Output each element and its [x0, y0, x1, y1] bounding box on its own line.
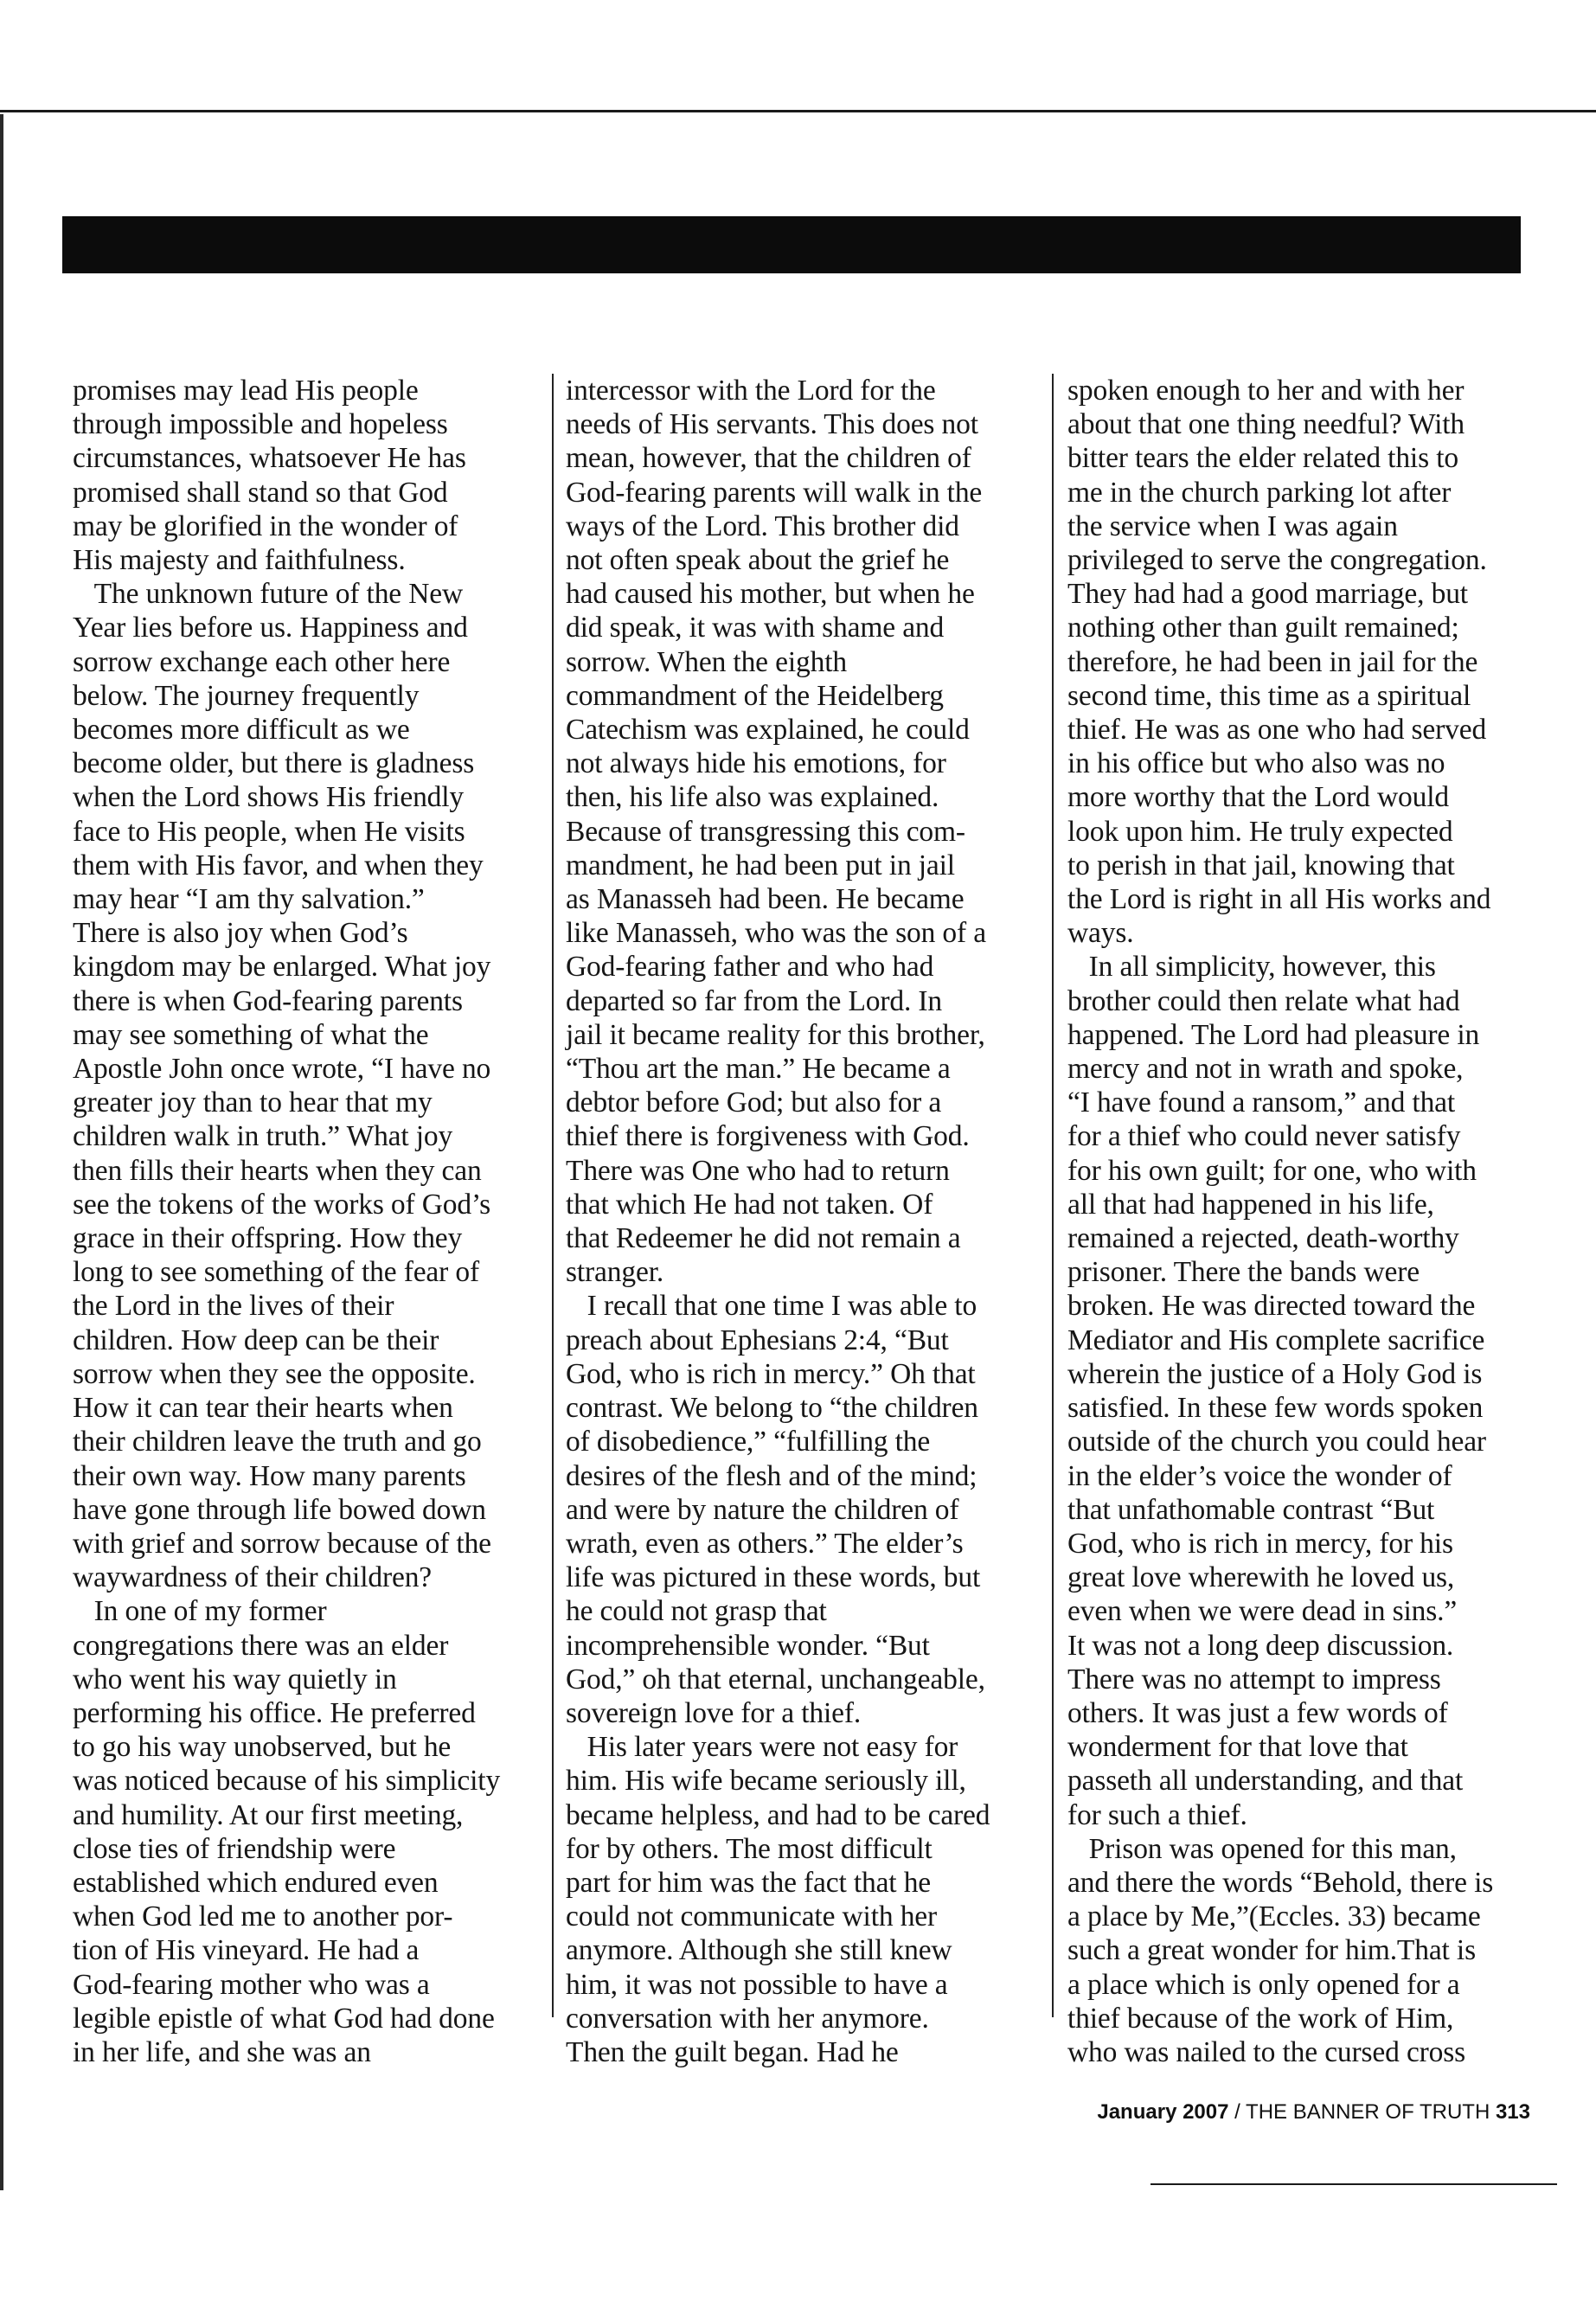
text-line: that which He had not taken. Of	[566, 1188, 933, 1221]
text-line: satisfied. In these few words spoken	[1067, 1392, 1484, 1425]
text-line: God,” oh that eternal, unchangeable,	[566, 1663, 985, 1695]
text-line: for such a thief.	[1067, 1798, 1247, 1831]
text-line: brother could then relate what had	[1067, 984, 1460, 1017]
text-line: outside of the church you could hear	[1067, 1426, 1486, 1458]
text-line: sovereign love for a thief.	[566, 1696, 862, 1729]
text-line: congregations there was an elder	[73, 1629, 449, 1662]
page-number: 313	[1495, 2100, 1530, 2124]
text-line: God-fearing mother who was a	[73, 1968, 430, 2001]
text-line: like Manasseh, who was the son of a	[566, 917, 986, 950]
text-line: and humility. At our first meeting,	[73, 1798, 464, 1831]
text-line: may be glorified in the wonder of	[73, 510, 458, 542]
text-line: How it can tear their hearts when	[73, 1392, 453, 1425]
text-line: stranger.	[566, 1256, 664, 1289]
text-line: nothing other than guilt remained;	[1067, 612, 1459, 644]
text-line: mandment, he had been put in jail	[566, 849, 955, 881]
footer-separator: /	[1228, 2100, 1247, 2124]
header-band	[62, 216, 1521, 273]
text-line: God-fearing parents will walk in the	[566, 476, 983, 509]
text-line: all that had happened in his life,	[1067, 1188, 1434, 1221]
footer-publication: THE BANNER OF TRUTH	[1246, 2100, 1490, 2124]
text-line: and there the words “Behold, there is	[1067, 1866, 1494, 1899]
text-line: His majesty and faithfulness.	[73, 544, 406, 577]
text-line: Apostle John once wrote, “I have no	[73, 1053, 491, 1086]
text-line: There is also joy when God’s	[73, 917, 408, 950]
text-line: established which endured even	[73, 1866, 439, 1899]
text-line: face to His people, when He visits	[73, 815, 465, 848]
text-line: remained a rejected, death-worthy	[1067, 1222, 1459, 1255]
text-line: the Lord is right in all His works and	[1067, 883, 1491, 916]
text-line: who went his way quietly in	[73, 1663, 397, 1695]
text-line: wrath, even as others.” The elder’s	[566, 1527, 964, 1560]
text-line: jail it became reality for this brother,	[566, 1018, 985, 1051]
text-line: with grief and sorrow because of the	[73, 1527, 491, 1560]
text-line: through impossible and hopeless	[73, 408, 448, 441]
text-line: spoken enough to her and with her	[1067, 375, 1465, 407]
text-line: wonderment for that love that	[1067, 1731, 1408, 1764]
text-line: long to see something of the fear of	[73, 1256, 479, 1289]
text-line: mercy and not in wrath and spoke,	[1067, 1053, 1464, 1086]
text-line: Mediator and His complete sacrifice	[1067, 1324, 1485, 1356]
text-line: It was not a long deep discussion.	[1067, 1629, 1454, 1662]
text-line: me in the church parking lot after	[1067, 476, 1452, 509]
text-line: children walk in truth.” What joy	[73, 1120, 453, 1153]
text-line: below. The journey frequently	[73, 679, 420, 712]
text-line: their own way. How many parents	[73, 1459, 466, 1492]
top-rule	[0, 110, 1596, 112]
text-line: children. How deep can be their	[73, 1324, 439, 1356]
text-line: close ties of friendship were	[73, 1832, 396, 1865]
bottom-rule	[1151, 2183, 1557, 2185]
text-line: as Manasseh had been. He became	[566, 883, 965, 916]
text-line: mean, however, that the children of	[566, 442, 971, 475]
text-line: Prison was opened for this man,	[1067, 1832, 1457, 1865]
text-line: in her life, and she was an	[73, 2035, 371, 2068]
text-line: contrast. We belong to “the children	[566, 1392, 978, 1425]
text-line: a place by Me,”(Eccles. 33) became	[1067, 1900, 1481, 1933]
text-line: greater joy than to hear that my	[73, 1086, 433, 1119]
text-line: others. It was just a few words of	[1067, 1696, 1448, 1729]
text-line: promises may lead His people	[73, 375, 419, 407]
text-line: was noticed because of his simplicity	[73, 1765, 501, 1798]
text-line: of disobedience,” “fulfilling the	[566, 1426, 931, 1458]
text-line: then fills their hearts when they can	[73, 1154, 482, 1187]
text-line: God, who is rich in mercy, for his	[1067, 1527, 1453, 1560]
text-line: desires of the flesh and of the mind;	[566, 1459, 977, 1492]
text-line: when the Lord shows His friendly	[73, 781, 465, 814]
text-line: see the tokens of the works of God’s	[73, 1188, 491, 1221]
text-line: second time, this time as a spiritual	[1067, 679, 1471, 712]
article-column-3	[1067, 374, 1535, 2068]
footer-date: January 2007	[1097, 2100, 1229, 2124]
text-line: passeth all understanding, and that	[1067, 1765, 1464, 1798]
text-line: kingdom may be enlarged. What joy	[73, 951, 491, 984]
text-line: sorrow exchange each other here	[73, 645, 451, 678]
text-line: Because of transgressing this com-	[566, 815, 965, 848]
text-line: God, who is rich in mercy.” Oh that	[566, 1357, 976, 1390]
text-line: needs of His servants. This does not	[566, 408, 978, 441]
text-line: them with His favor, and when they	[73, 849, 484, 881]
text-line: about that one thing needful? With	[1067, 408, 1465, 441]
text-line: ways.	[1067, 917, 1134, 950]
text-line: God-fearing father and who had	[566, 951, 934, 984]
text-line: could not communicate with her	[566, 1900, 938, 1933]
text-line: had caused his mother, but when he	[566, 578, 975, 611]
text-line: to go his way unobserved, but he	[73, 1731, 452, 1764]
text-line: then, his life also was explained.	[566, 781, 939, 814]
text-line: did speak, it was with shame and	[566, 612, 945, 644]
text-line: Then the guilt began. Had he	[566, 2035, 899, 2068]
text-line: therefore, he had been in jail for the	[1067, 645, 1478, 678]
article-column-1	[73, 374, 540, 2068]
text-line: incomprehensible wonder. “But	[566, 1629, 930, 1662]
text-line: him, it was not possible to have a	[566, 1968, 948, 2001]
text-line: their children leave the truth and go	[73, 1426, 482, 1458]
text-line: more worthy that the Lord would	[1067, 781, 1449, 814]
text-line: not often speak about the grief he	[566, 544, 950, 577]
text-line: such a great wonder for him.That is	[1067, 1934, 1476, 1967]
column-divider-2	[1052, 374, 1054, 2017]
text-line: anymore. Although she still knew	[566, 1934, 952, 1967]
text-line: becomes more difficult as we	[73, 714, 410, 747]
text-line: thief. He was as one who had served	[1067, 714, 1487, 747]
text-line: promised shall stand so that God	[73, 476, 448, 509]
page-edge-shadow	[0, 114, 3, 2190]
text-line: that Redeemer he did not remain a	[566, 1222, 961, 1255]
text-line: I recall that one time I was able to	[566, 1290, 977, 1323]
text-line: for by others. The most difficult	[566, 1832, 933, 1865]
text-line: The unknown future of the New	[73, 578, 464, 611]
text-line: tion of His vineyard. He had a	[73, 1934, 420, 1967]
text-line: circumstances, whatsoever He has	[73, 442, 466, 475]
text-line: In one of my former	[73, 1595, 327, 1628]
text-line: In all simplicity, however, this	[1067, 951, 1436, 984]
text-line: a place which is only opened for a	[1067, 1968, 1460, 2001]
text-line: became helpless, and had to be cared	[566, 1798, 990, 1831]
text-line: he could not grasp that	[566, 1595, 827, 1628]
text-line: who was nailed to the cursed cross	[1067, 2035, 1466, 2068]
text-line: may see something of what the	[73, 1018, 429, 1051]
text-line: life was pictured in these words, but	[566, 1561, 981, 1594]
text-line: conversation with her anymore.	[566, 2002, 929, 2035]
text-line: There was no attempt to impress	[1067, 1663, 1441, 1695]
text-line: wherein the justice of a Holy God is	[1067, 1357, 1483, 1390]
text-line: grace in their offspring. How they	[73, 1222, 463, 1255]
text-line: thief because of the work of Him,	[1067, 2002, 1454, 2035]
text-line: Year lies before us. Happiness and	[73, 612, 468, 644]
text-line: great love wherewith he loved us,	[1067, 1561, 1455, 1594]
text-line: when God led me to another por-	[73, 1900, 453, 1933]
text-line: There was One who had to return	[566, 1154, 950, 1187]
text-line: legible epistle of what God had done	[73, 2002, 495, 2035]
text-line: prisoner. There the bands were	[1067, 1256, 1420, 1289]
text-line: for his own guilt; for one, who with	[1067, 1154, 1477, 1187]
text-line: thief there is forgiveness with God.	[566, 1120, 970, 1153]
text-line: in his office but who also was no	[1067, 747, 1445, 780]
column-divider-1	[552, 374, 554, 2017]
text-line: ways of the Lord. This brother did	[566, 510, 959, 542]
page-footer	[1097, 2100, 1530, 2125]
text-line: performing his office. He preferred	[73, 1696, 476, 1729]
text-line: departed so far from the Lord. In	[566, 984, 943, 1017]
text-line: even when we were dead in sins.”	[1067, 1595, 1458, 1628]
text-line: privileged to serve the congregation.	[1067, 544, 1487, 577]
text-line: the Lord in the lives of their	[73, 1290, 394, 1323]
text-line: debtor before God; but also for a	[566, 1086, 942, 1119]
text-line: commandment of the Heidelberg	[566, 679, 944, 712]
text-line: for a thief who could never satisfy	[1067, 1120, 1461, 1153]
text-line: that unfathomable contrast “But	[1067, 1493, 1435, 1526]
text-line: “I have found a ransom,” and that	[1067, 1086, 1456, 1119]
text-line: sorrow. When the eighth	[566, 645, 847, 678]
text-line: broken. He was directed toward the	[1067, 1290, 1476, 1323]
text-line: have gone through life bowed down	[73, 1493, 486, 1526]
text-line: may hear “I am thy salvation.”	[73, 883, 425, 916]
text-line: Catechism was explained, he could	[566, 714, 970, 747]
text-line: waywardness of their children?	[73, 1561, 433, 1594]
text-line: bitter tears the elder related this to	[1067, 442, 1458, 475]
text-line: to perish in that jail, knowing that	[1067, 849, 1455, 881]
text-line: His later years were not easy for	[566, 1731, 958, 1764]
text-line: there is when God-fearing parents	[73, 984, 463, 1017]
text-line: part for him was the fact that he	[566, 1866, 932, 1899]
text-line: happened. The Lord had pleasure in	[1067, 1018, 1480, 1051]
text-line: and were by nature the children of	[566, 1493, 959, 1526]
text-line: become older, but there is gladness	[73, 747, 475, 780]
text-line: preach about Ephesians 2:4, “But	[566, 1324, 949, 1356]
text-line: They had had a good marriage, but	[1067, 578, 1468, 611]
article-column-2	[566, 374, 1043, 2068]
text-line: in the elder’s voice the wonder of	[1067, 1459, 1452, 1492]
text-line: intercessor with the Lord for the	[566, 375, 936, 407]
text-line: not always hide his emotions, for	[566, 747, 946, 780]
text-line: sorrow when they see the opposite.	[73, 1357, 476, 1390]
text-line: him. His wife became seriously ill,	[566, 1765, 966, 1798]
text-line: “Thou art the man.” He became a	[566, 1053, 951, 1086]
text-line: look upon him. He truly expected	[1067, 815, 1453, 848]
text-line: the service when I was again	[1067, 510, 1398, 542]
